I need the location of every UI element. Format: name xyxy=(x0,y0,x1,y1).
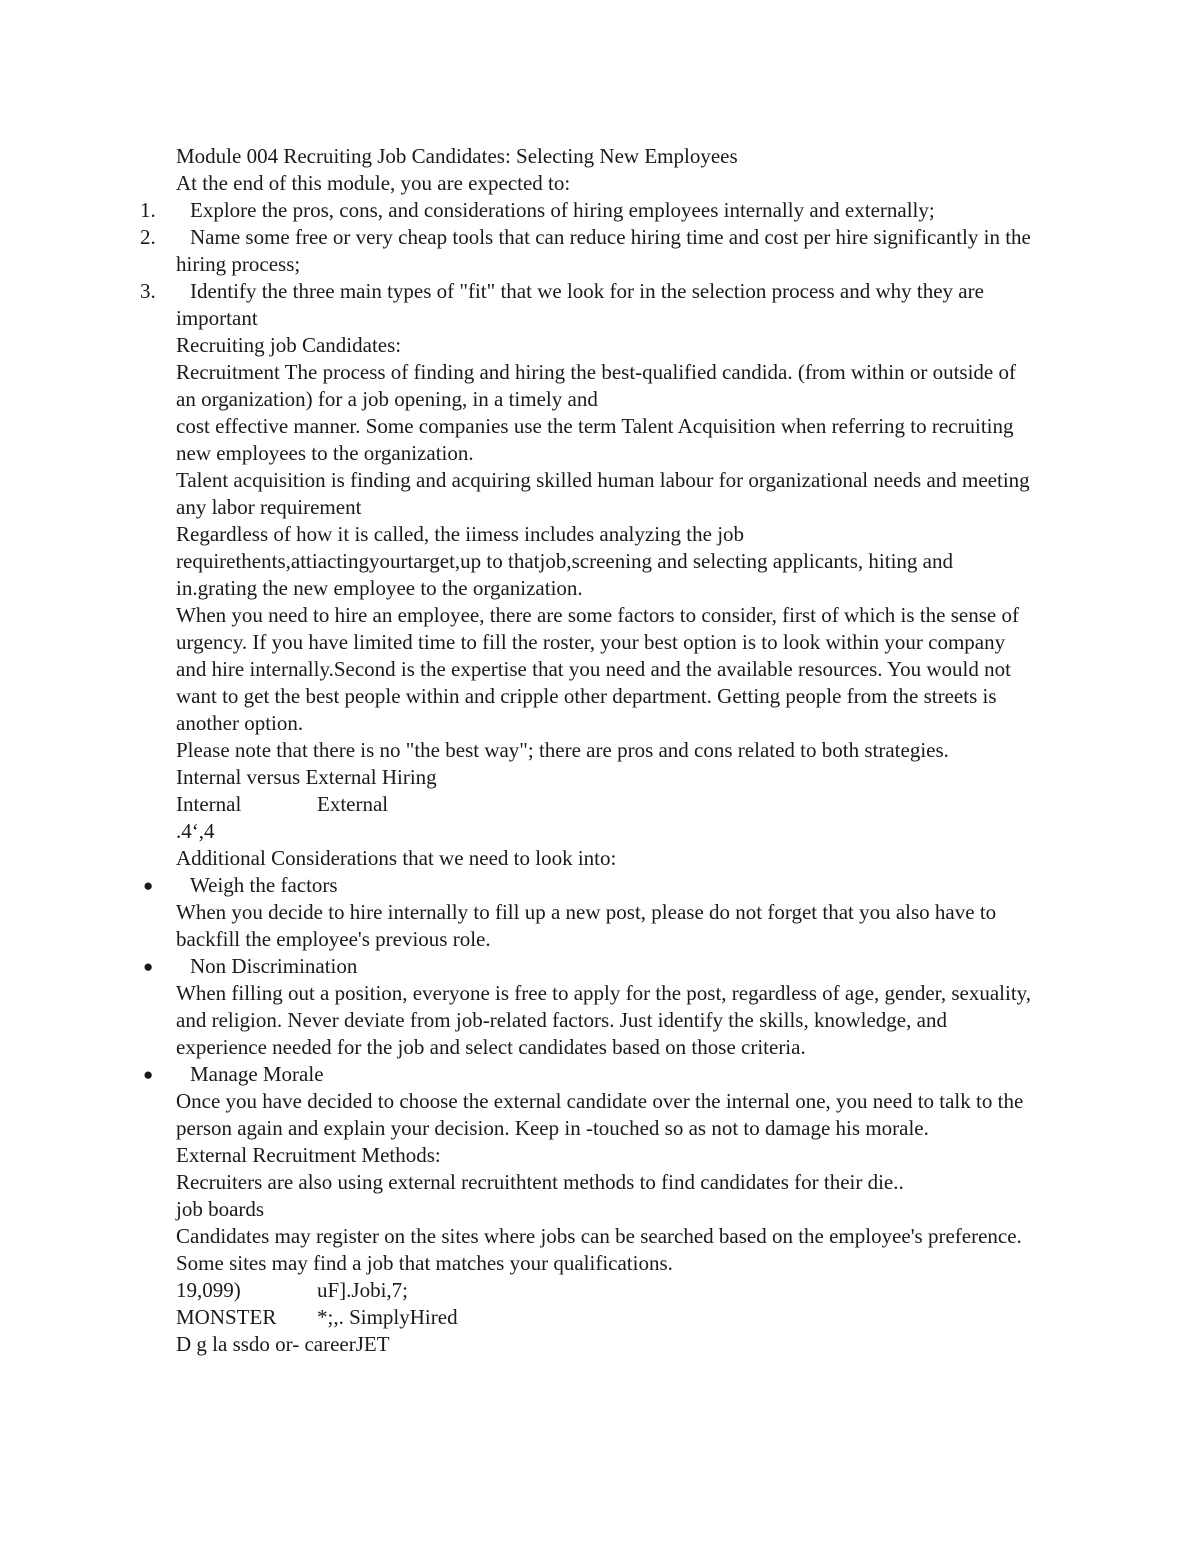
external-label: External xyxy=(317,792,389,816)
consideration-item-2 xyxy=(143,953,1036,980)
job-boards-label: job boards xyxy=(176,1197,265,1221)
list-number: 2. xyxy=(140,225,156,249)
recruitment-paragraph: Recruitment The process of finding and hiring the best-qualified candida. (from within or outside of an organization) for a job opening, in a timely and xyxy=(176,360,1016,411)
logo-row-1 xyxy=(176,1277,1036,1304)
garbled-text: .4‘,4 xyxy=(176,819,215,843)
recruitment-paragraph-cont: cost effective manner. Some companies use the term Talent Acquisition when referring to recruiting new employees to the organization. xyxy=(176,414,1014,465)
bullet-icon: ● xyxy=(143,957,154,976)
consideration-text: Once you have decided to choose the external candidate over the internal one, you need to talk to the person again and explain your decision. Keep in -touched so as not to damage his morale. xyxy=(176,1089,1024,1140)
talent-paragraph: Talent acquisition is finding and acquiring skilled human labour for organizational needs and meeting any labor requirement xyxy=(176,468,1030,519)
logo-text-right: uF].Jobi,7; xyxy=(317,1278,409,1302)
page-title: Module 004 Recruiting Job Candidates: Selecting New Employees xyxy=(176,144,738,168)
objective-text: Name some free or very cheap tools that can reduce hiring time and cost per hire significantly in the hiring process; xyxy=(176,225,1031,276)
bullet-icon: ● xyxy=(143,1065,154,1084)
note-paragraph: Please note that there is no "the best way"; there are pros and cons related to both strategies. xyxy=(176,738,949,762)
objective-item-3 xyxy=(140,278,1036,332)
logo-row-3: D g la ssdo or- careerJET xyxy=(176,1332,390,1356)
internal-external-columns xyxy=(176,791,1036,818)
consideration-text: When filling out a position, everyone is free to apply for the post, regardless of age, gender, sexuality, and religion. Never deviate from job-related factors. Just identify the skills, knowledge, and experience needed for the job and select candidates based on those criteria. xyxy=(176,981,1032,1059)
objectives-intro: At the end of this module, you are expected to: xyxy=(176,171,571,195)
list-number: 1. xyxy=(140,198,156,222)
internal-external-heading: Internal versus External Hiring xyxy=(176,765,437,789)
bullet-icon: ● xyxy=(143,876,154,895)
objective-item-2 xyxy=(140,224,1036,278)
recruiting-heading: Recruiting job Candidates: xyxy=(176,333,402,357)
consideration-item-3 xyxy=(143,1061,1036,1088)
consideration-title: Weigh the factors xyxy=(190,873,338,897)
logo-text-right: *;,. SimplyHired xyxy=(317,1305,458,1329)
objective-text: Explore the pros, cons, and considerations of hiring employees internally and externally; xyxy=(190,198,935,222)
consideration-title: Manage Morale xyxy=(190,1062,324,1086)
list-number: 3. xyxy=(140,279,156,303)
objective-item-1 xyxy=(140,197,1036,224)
factors-paragraph: When you need to hire an employee, there are some factors to consider, first of which is the sense of urgency. If you have limited time to fill the roster, your best option is to look within your company and hire internally.Second is the expertise that you need and the available resources. You would not want to get the best people within and cripple other department. Getting people from the streets is another option. xyxy=(176,603,1019,735)
objective-text: Identify the three main types of "fit" that we look for in the selection process and why they are important xyxy=(176,279,984,330)
document-body xyxy=(140,143,1036,1358)
internal-label: Internal xyxy=(176,792,242,816)
consideration-item-1 xyxy=(143,872,1036,899)
additional-heading: Additional Considerations that we need to look into: xyxy=(176,846,617,870)
consideration-text: When you decide to hire internally to fill up a new post, please do not forget that you also have to backfill the employee's previous role. xyxy=(176,900,997,951)
consideration-title: Non Discrimination xyxy=(190,954,358,978)
candidates-paragraph: Candidates may register on the sites where jobs can be searched based on the employee's preference. Some sites may find a job that matches your qualifications. xyxy=(176,1224,1022,1275)
logo-text-left: 19,099) xyxy=(176,1278,241,1302)
regardless-line-1: Regardless of how it is called, the iimess includes analyzing the job xyxy=(176,522,745,546)
regardless-line-2: requirethents,attiactingyourtarget,up to thatjob,screening and selecting applicants, hiting and in.grating the new employee to the organization. xyxy=(176,549,953,600)
logo-text-left: MONSTER xyxy=(176,1305,277,1329)
external-methods-heading: External Recruitment Methods: xyxy=(176,1143,441,1167)
logo-row-2 xyxy=(176,1304,1036,1331)
external-methods-paragraph: Recruiters are also using external recruithtent methods to find candidates for their die.. xyxy=(176,1170,904,1194)
